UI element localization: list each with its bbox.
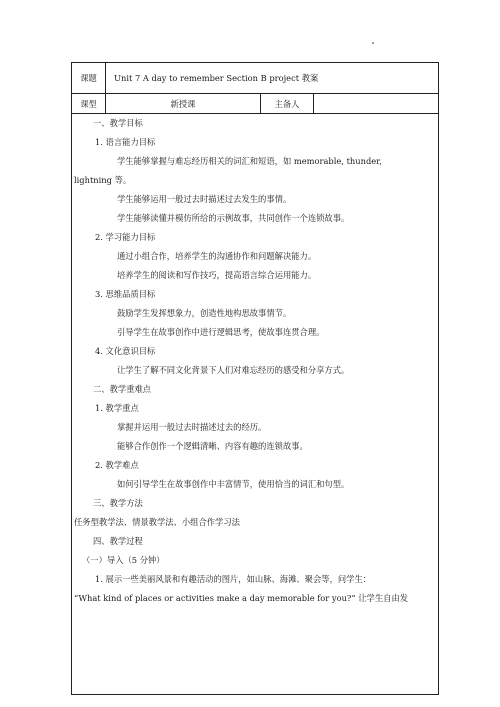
paragraph-line: 学生能够读懂并模仿所给的示例故事，共同创作一个连锁故事。 — [117, 213, 350, 223]
lesson-plan-table — [71, 62, 439, 695]
subsection-heading: 1. 教学重点 — [95, 403, 139, 413]
paragraph-line: 学生能够掌握与难忘经历相关的词汇和短语，如 memorable, thunder, — [117, 156, 382, 166]
paragraph-line: 让学生了解不同文化背景下人们对难忘经历的感受和分享方式。 — [117, 365, 350, 375]
paragraph-line: 能够合作创作一个逻辑清晰、内容有趣的连锁故事。 — [117, 441, 308, 451]
subsection-heading: 2. 教学难点 — [95, 460, 139, 470]
subsection-heading: 3. 思维品质目标 — [95, 289, 156, 299]
paragraph-line: 学生能够运用一般过去时描述过去发生的事情。 — [117, 194, 292, 204]
section-heading: 三、教学方法 — [93, 498, 143, 508]
topic-label: 课题 — [72, 63, 106, 94]
topic-row — [72, 63, 439, 94]
step-heading: （一）导入（5 分钟） — [82, 555, 165, 565]
type-label: 课型 — [72, 94, 106, 114]
paragraph-line: lightning 等。 — [74, 175, 132, 185]
section-heading: 二、教学重难点 — [93, 384, 152, 394]
paragraph-line: 鼓励学生发挥想象力，创造性地构思故事情节。 — [117, 308, 292, 318]
paragraph-line: 通过小组合作，培养学生的沟通协作和问题解决能力。 — [117, 251, 317, 261]
scan-dot — [372, 42, 374, 44]
subsection-heading: 4. 文化意识目标 — [95, 346, 156, 356]
content-row — [72, 114, 439, 695]
paragraph-line: 掌握并运用一般过去时描述过去的经历。 — [117, 422, 267, 432]
subsection-heading: 2. 学习能力目标 — [95, 232, 156, 242]
section-heading: 一、教学目标 — [93, 118, 143, 128]
paragraph-line: 如何引导学生在故事创作中丰富情节，使用恰当的词汇和句型。 — [117, 479, 350, 489]
lead-label: 主备人 — [261, 94, 314, 114]
content-cell — [72, 114, 439, 695]
type-value: 新授课 — [106, 94, 261, 114]
type-row — [72, 94, 439, 114]
topic-value: Unit 7 A day to remember Section B project 教案 — [106, 63, 439, 94]
paragraph-line: 1. 展示一些美丽风景和有趣活动的图片，如山脉、海滩、聚会等，问学生： — [95, 574, 372, 584]
section-heading: 四、教学过程 — [93, 536, 143, 546]
lesson-content — [72, 114, 438, 694]
lead-value — [314, 94, 439, 114]
paragraph-line: 任务型教学法、情景教学法、小组合作学习法 — [74, 517, 240, 527]
paragraph-line: “What kind of places or activities make a day memorable for you?” 让学生自由发 — [74, 593, 409, 603]
paragraph-line: 引导学生在故事创作中进行逻辑思考，使故事连贯合理。 — [117, 327, 325, 337]
subsection-heading: 1. 语言能力目标 — [95, 137, 156, 147]
paragraph-line: 培养学生的阅读和写作技巧，提高语言综合运用能力。 — [117, 270, 317, 280]
